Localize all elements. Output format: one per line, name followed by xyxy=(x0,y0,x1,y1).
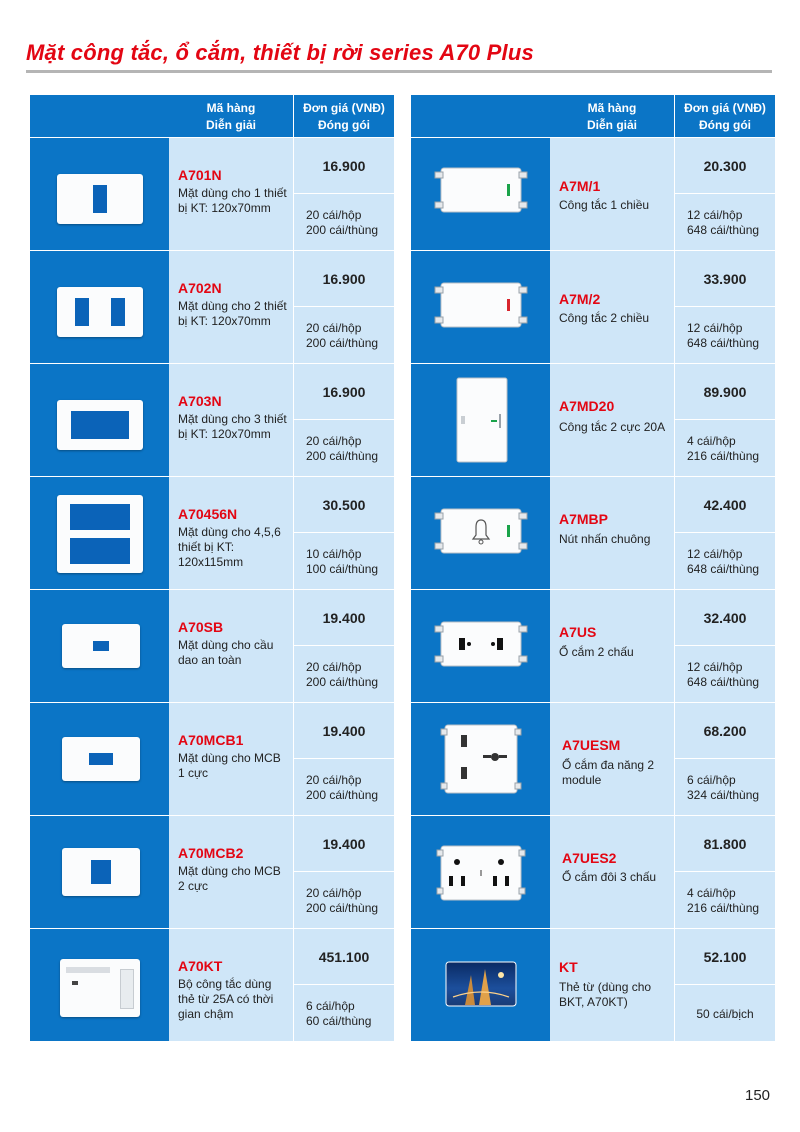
product-code: A70MCB1 xyxy=(178,732,244,748)
product-packing: 12 cái/hộp 648 cái/thùng xyxy=(687,547,760,576)
product-price: 19.400 xyxy=(322,610,366,626)
key-card-switch-icon xyxy=(60,959,140,1017)
product-code: A7MBP xyxy=(559,511,609,527)
product-price: 52.100 xyxy=(703,949,747,965)
product-packing: 20 cái/hộp 200 cái/thùng xyxy=(306,321,379,350)
product-code: A70KT xyxy=(178,958,223,974)
product-packing: 20 cái/hộp 200 cái/thùng xyxy=(306,434,379,463)
product-price: 42.400 xyxy=(703,497,747,513)
product-description: Mặt dùng cho cầu dao an toàn xyxy=(178,638,274,667)
product-price: 16.900 xyxy=(322,158,366,174)
page-number: 150 xyxy=(745,1087,771,1104)
product-price: 19.400 xyxy=(322,836,366,852)
product-code: A7MD20 xyxy=(559,398,615,414)
product-description: Công tắc 2 chiều xyxy=(559,311,650,325)
product-packing: 4 cái/hộp 216 cái/thùng xyxy=(687,434,760,463)
product-packing: 12 cái/hộp 648 cái/thùng xyxy=(687,208,760,237)
header-price: Đơn giá (VNĐ) Đóng gói xyxy=(675,95,775,137)
large-plate-icon xyxy=(57,495,143,573)
product-packing: 12 cái/hộp 648 cái/thùng xyxy=(687,660,760,689)
three-slot-plate-icon xyxy=(57,400,143,450)
product-code: A701N xyxy=(178,167,222,183)
product-description: Mặt dùng cho 4,5,6 thiết bị KT: 120x115mm xyxy=(178,525,281,569)
product-description: Mặt dùng cho MCB 2 cực xyxy=(178,864,281,893)
title-rule xyxy=(26,70,772,73)
two-slot-plate-icon xyxy=(57,287,143,337)
product-description: Ổ cắm 2 chấu xyxy=(559,645,634,659)
product-packing: 6 cái/hộp 60 cái/thùng xyxy=(306,999,372,1028)
product-code: A7M/2 xyxy=(559,291,601,307)
product-code: A703N xyxy=(178,393,222,409)
product-description: Mặt dùng cho 3 thiết bị KT: 120x70mm xyxy=(178,412,287,441)
product-price: 16.900 xyxy=(322,384,366,400)
header-code: Mã hàng Diễn giải xyxy=(169,95,293,137)
product-description: Mặt dùng cho 1 thiết bị KT: 120x70mm xyxy=(178,186,287,215)
page-title: Mặt công tắc, ổ cắm, thiết bị rời series A70 Plus xyxy=(26,40,534,65)
product-price: 32.400 xyxy=(703,610,747,626)
one-slot-plate-icon xyxy=(57,174,143,224)
product-packing: 20 cái/hộp 200 cái/thùng xyxy=(306,773,379,802)
product-price: 81.800 xyxy=(703,836,747,852)
product-code: A7UES2 xyxy=(562,850,617,866)
product-packing: 20 cái/hộp 200 cái/thùng xyxy=(306,886,379,915)
product-code: A7UESM xyxy=(562,737,621,753)
product-description: Mặt dùng cho 2 thiết bị KT: 120x70mm xyxy=(178,299,287,328)
product-description: Công tắc 1 chiều xyxy=(559,198,650,212)
safety-breaker-plate-icon xyxy=(62,624,140,668)
product-description: Nút nhấn chuông xyxy=(559,532,651,546)
product-price: 20.300 xyxy=(703,158,747,174)
header-price: Đơn giá (VNĐ) Đóng gói xyxy=(294,95,394,137)
key-card-icon xyxy=(445,961,517,1007)
product-packing: 4 cái/hộp 216 cái/thùng xyxy=(687,886,760,915)
bell-push-icon xyxy=(433,505,529,557)
one-way-switch-icon xyxy=(433,164,529,216)
product-description: Mặt dùng cho MCB 1 cực xyxy=(178,751,281,780)
product-description: Công tắc 2 cực 20A xyxy=(559,420,666,434)
header-code: Mã hàng Diễn giải xyxy=(550,95,674,137)
product-code: KT xyxy=(559,959,578,975)
product-code: A7M/1 xyxy=(559,178,601,194)
mcb2-plate-icon xyxy=(62,848,140,896)
product-packing: 20 cái/hộp 200 cái/thùng xyxy=(306,208,379,237)
mcb1-plate-icon xyxy=(62,737,140,781)
two-way-switch-icon xyxy=(433,279,529,331)
product-packing: 10 cái/hộp 100 cái/thùng xyxy=(306,547,379,576)
product-code: A702N xyxy=(178,280,222,296)
product-price: 89.900 xyxy=(703,384,747,400)
product-description: Ổ cắm đôi 3 chấu xyxy=(562,870,657,884)
product-price: 451.100 xyxy=(318,949,370,965)
product-description: Thẻ từ (dùng cho BKT, A70KT) xyxy=(559,980,652,1009)
product-code: A70SB xyxy=(178,619,224,635)
product-code: A7US xyxy=(559,624,597,640)
product-price: 33.900 xyxy=(703,271,747,287)
double-three-pin-socket-icon xyxy=(435,842,527,904)
product-code: A70456N xyxy=(178,506,238,522)
product-price: 16.900 xyxy=(322,271,366,287)
product-price: 30.500 xyxy=(322,497,366,513)
product-packing: 50 cái/bịch xyxy=(696,1007,754,1021)
product-description: Bộ công tắc dùng thẻ từ 25A có thời gian chậm xyxy=(178,977,274,1021)
double-pole-switch-icon xyxy=(455,376,509,464)
universal-socket-icon xyxy=(439,721,523,797)
product-price: 68.200 xyxy=(703,723,747,739)
product-description: Ổ cắm đa năng 2 module xyxy=(562,758,655,787)
two-pin-socket-icon xyxy=(433,618,529,670)
product-packing: 20 cái/hộp 200 cái/thùng xyxy=(306,660,379,689)
product-price: 19.400 xyxy=(322,723,366,739)
product-packing: 12 cái/hộp 648 cái/thùng xyxy=(687,321,760,350)
product-code: A70MCB2 xyxy=(178,845,244,861)
product-packing: 6 cái/hộp 324 cái/thùng xyxy=(687,773,760,802)
